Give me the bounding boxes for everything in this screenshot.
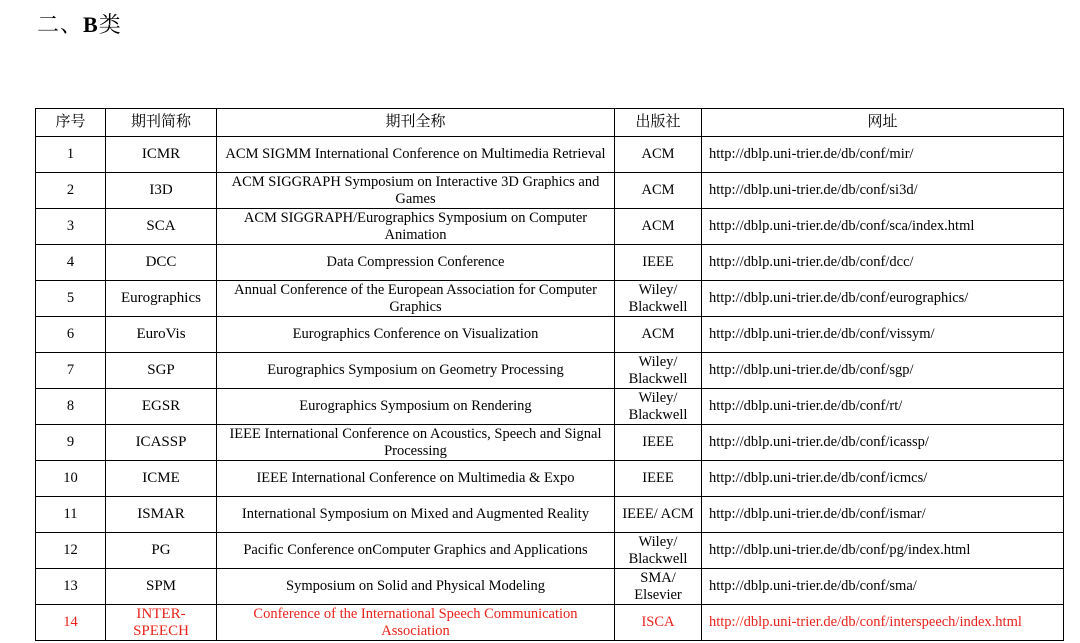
- cell-no: 12: [36, 533, 106, 569]
- cell-abbr: SPM: [106, 569, 217, 605]
- table-row: [36, 137, 1064, 173]
- cell-full-name: Data Compression Conference: [217, 245, 615, 281]
- cell-no: 10: [36, 461, 106, 497]
- cell-abbr: EGSR: [106, 389, 217, 425]
- table-row: [36, 317, 1064, 353]
- cell-no: 11: [36, 497, 106, 533]
- section-title: [37, 10, 122, 40]
- cell-publisher: ACM: [615, 173, 702, 209]
- cell-publisher: ISCA: [615, 605, 702, 641]
- header-publisher: 出版社: [615, 109, 702, 137]
- cell-no: 6: [36, 317, 106, 353]
- cell-abbr: ISMAR: [106, 497, 217, 533]
- cell-publisher: Wiley/ Blackwell: [615, 281, 702, 317]
- table-row: [36, 497, 1064, 533]
- cell-url[interactable]: http://dblp.uni-trier.de/db/conf/icassp/: [702, 425, 1064, 461]
- table-row: [36, 461, 1064, 497]
- cell-no: 9: [36, 425, 106, 461]
- cell-publisher: Wiley/ Blackwell: [615, 389, 702, 425]
- cell-url[interactable]: http://dblp.uni-trier.de/db/conf/icmcs/: [702, 461, 1064, 497]
- cell-full-name: IEEE International Conference on Multimedia & Expo: [217, 461, 615, 497]
- cell-url[interactable]: http://dblp.uni-trier.de/db/conf/interspeech/index.html: [702, 605, 1064, 641]
- cell-full-name: ACM SIGGRAPH/Eurographics Symposium on Computer Animation: [217, 209, 615, 245]
- cell-publisher: Wiley/ Blackwell: [615, 533, 702, 569]
- cell-url[interactable]: http://dblp.uni-trier.de/db/conf/ismar/: [702, 497, 1064, 533]
- cell-abbr: PG: [106, 533, 217, 569]
- cell-abbr: ICASSP: [106, 425, 217, 461]
- table-row: [36, 533, 1064, 569]
- header-abbr: 期刊简称: [106, 109, 217, 137]
- cell-no: 5: [36, 281, 106, 317]
- header-no: 序号: [36, 109, 106, 137]
- cell-publisher: ACM: [615, 317, 702, 353]
- cell-full-name: ACM SIGGRAPH Symposium on Interactive 3D Graphics and Games: [217, 173, 615, 209]
- cell-abbr: DCC: [106, 245, 217, 281]
- table-row: [36, 173, 1064, 209]
- table-row: [36, 209, 1064, 245]
- cell-publisher: Wiley/ Blackwell: [615, 353, 702, 389]
- cell-full-name: Annual Conference of the European Association for Computer Graphics: [217, 281, 615, 317]
- table-row: [36, 389, 1064, 425]
- cell-publisher: ACM: [615, 209, 702, 245]
- cell-no: 8: [36, 389, 106, 425]
- table-row: [36, 353, 1064, 389]
- cell-url[interactable]: http://dblp.uni-trier.de/db/conf/sma/: [702, 569, 1064, 605]
- section-title-suffix: 类: [98, 12, 122, 37]
- table-row: [36, 605, 1064, 641]
- table-row: [36, 281, 1064, 317]
- cell-url[interactable]: http://dblp.uni-trier.de/db/conf/rt/: [702, 389, 1064, 425]
- cell-full-name: IEEE International Conference on Acoustics, Speech and Signal Processing: [217, 425, 615, 461]
- cell-full-name: Conference of the International Speech Communication Association: [217, 605, 615, 641]
- table-header-row: [36, 109, 1064, 137]
- cell-no: 14: [36, 605, 106, 641]
- table-row: [36, 569, 1064, 605]
- cell-abbr: INTER- SPEECH: [106, 605, 217, 641]
- cell-abbr: EuroVis: [106, 317, 217, 353]
- table-row: [36, 245, 1064, 281]
- cell-no: 4: [36, 245, 106, 281]
- cell-no: 2: [36, 173, 106, 209]
- cell-full-name: International Symposium on Mixed and Augmented Reality: [217, 497, 615, 533]
- cell-publisher: ACM: [615, 137, 702, 173]
- cell-abbr: ICME: [106, 461, 217, 497]
- cell-publisher: IEEE: [615, 245, 702, 281]
- section-title-letter: B: [83, 12, 99, 37]
- cell-publisher: IEEE: [615, 425, 702, 461]
- cell-abbr: I3D: [106, 173, 217, 209]
- cell-url[interactable]: http://dblp.uni-trier.de/db/conf/pg/index.html: [702, 533, 1064, 569]
- cell-url[interactable]: http://dblp.uni-trier.de/db/conf/sca/index.html: [702, 209, 1064, 245]
- cell-abbr: Eurographics: [106, 281, 217, 317]
- cell-url[interactable]: http://dblp.uni-trier.de/db/conf/si3d/: [702, 173, 1064, 209]
- cell-url[interactable]: http://dblp.uni-trier.de/db/conf/sgp/: [702, 353, 1064, 389]
- cell-no: 7: [36, 353, 106, 389]
- cell-abbr: SGP: [106, 353, 217, 389]
- table-row: [36, 425, 1064, 461]
- cell-url[interactable]: http://dblp.uni-trier.de/db/conf/mir/: [702, 137, 1064, 173]
- cell-no: 1: [36, 137, 106, 173]
- header-full-name: 期刊全称: [217, 109, 615, 137]
- cell-url[interactable]: http://dblp.uni-trier.de/db/conf/dcc/: [702, 245, 1064, 281]
- cell-full-name: Symposium on Solid and Physical Modeling: [217, 569, 615, 605]
- header-url: 网址: [702, 109, 1064, 137]
- cell-abbr: SCA: [106, 209, 217, 245]
- cell-publisher: IEEE/ ACM: [615, 497, 702, 533]
- cell-no: 3: [36, 209, 106, 245]
- cell-full-name: Eurographics Conference on Visualization: [217, 317, 615, 353]
- cell-url[interactable]: http://dblp.uni-trier.de/db/conf/eurographics/: [702, 281, 1064, 317]
- cell-full-name: Eurographics Symposium on Rendering: [217, 389, 615, 425]
- conference-table: [35, 108, 1064, 641]
- section-title-prefix: 二、: [37, 12, 84, 37]
- cell-full-name: Eurographics Symposium on Geometry Processing: [217, 353, 615, 389]
- cell-abbr: ICMR: [106, 137, 217, 173]
- cell-url[interactable]: http://dblp.uni-trier.de/db/conf/vissym/: [702, 317, 1064, 353]
- cell-full-name: Pacific Conference onComputer Graphics and Applications: [217, 533, 615, 569]
- cell-publisher: SMA/ Elsevier: [615, 569, 702, 605]
- cell-no: 13: [36, 569, 106, 605]
- table-body: [36, 137, 1064, 641]
- cell-full-name: ACM SIGMM International Conference on Multimedia Retrieval: [217, 137, 615, 173]
- cell-publisher: IEEE: [615, 461, 702, 497]
